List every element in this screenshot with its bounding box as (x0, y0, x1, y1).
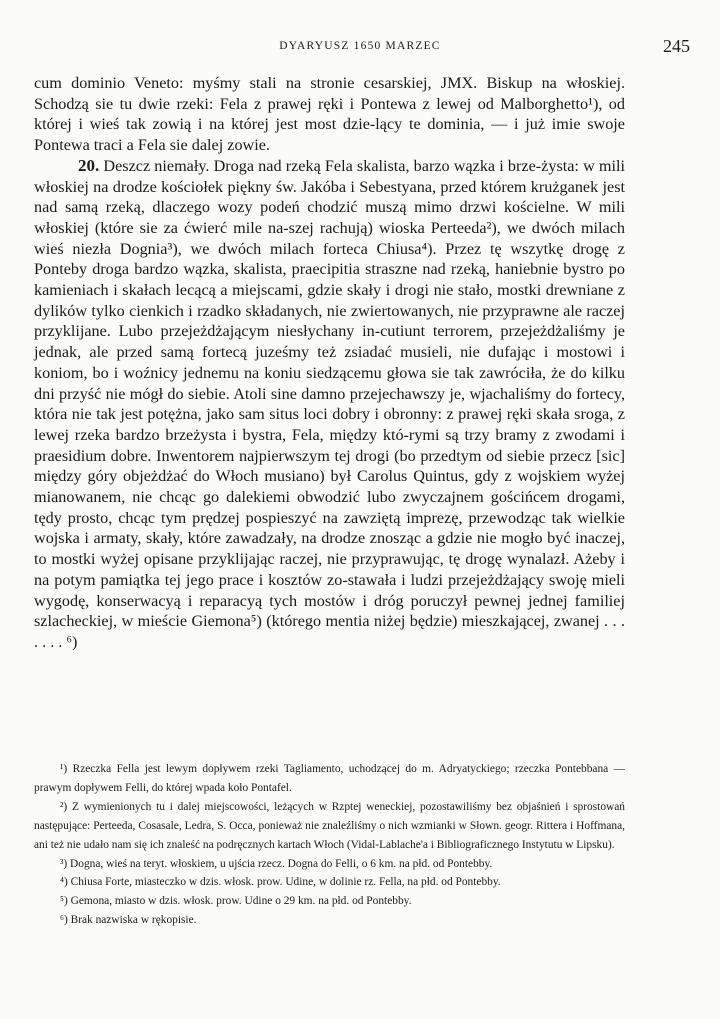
running-title: DYARYUSZ 1650 MARZEC (279, 40, 441, 52)
footnote-6: ⁶) Brak nazwiska w rękopisie. (60, 914, 197, 927)
footnote-2: ²) Z wymienionych tu i dalej miejscowości, leżących w Rzptej weneckiej, pozostawiliśmy bez objaśnień i sprostowań następujące: Perteeda, Cosasale, Ledra, S. Occa, ponieważ nie znaleźliśmy o nich wzmianki w Słown. geogr. Rittera i Hoffmana, ani też nie udało nam się ich znaleść na podręcznych kartach Włoch (Vidal-Lablache'a i Bibliograficznego Instytutu w Lipsku). (34, 800, 625, 851)
paragraph-entry-20 (34, 156, 625, 653)
page-header (30, 36, 690, 62)
page-number: 245 (663, 36, 690, 56)
footnote-1: ¹) Rzeczka Fella jest lewym dopływem rzeki Tagliamento, uchodzącej do m. Adryatyckiego; rzeczka Pontebbana — prawym dopływem Felli, do której wpada koło Pontafel. (34, 763, 625, 794)
entry-text: Deszcz niemały. Droga nad rzeką Fela skalista, barzo wązka i brze-żysta: w mili włoskiej na drodze kościołek piękny św. Jakóba i Sebestyana, przed którem krużganek jest nad samą rzeką, dlaczego wozy podeń chodzić muszą mimo drzwi kościelne. W mili włoskiej (które sie za ćwierć mile na-szej rachują) wioska Perteeda²), we dwóch milach wieś niezła Dognia³), we dwóch milach forteca Chiusa⁴). Przez tę wszytkę drogę z Ponteby droga bardzo wązka, skalista, praecipitia straszne nad rzeką, haniebnie bystro po kamieniach i skałach lecącą a miejscami, gdzie skały i drogi nie stało, mostki drewniane z dylików tylko cienkich i rzadko składanych, nie zwiertowanych, nie przyprawne ale raczej przyklijane. Lubo przejeżdżającym niesłychany in-cutiunt terrorem, przejeżdżaliśmy je jednak, ale przed samą fortecą juześmy też zsiadać musieli, nie dufając i mostowi i koniom, bo i woźnicy jednemu na koniu siedzącemu głowa sie tak zawróciła, że do kilku dni przyść nie mógł do siebie. Atoli sine damno przejechawszy je, wjachaliśmy do fortecy, która nie tak jest potężna, jako sam situs loci dobry i obronny: z prawej ręki skała sroga, z lewej rzeka bardzo brzeżysta i bystra, Fela, między któ-rymi są trzy bramy z zwodami i praesidium dobre. Inwentorem najpierwszym tej drogi (bo przedtym od siebie przecz [sic] między góry objeżdżać do Włoch musiano) był Carolus Quintus, gdy z wojskiem wyżej mianowanem, nie chcąc go dalekiemi obwodzić lubo zwyczajnem gościńcem drogami, tędy prosto, chcąc tym prędzej pospieszyć na zawziętą imprezę, przewodząc tak wielkie wojska i armaty, skały, które zawadzały, na drodze znosząc a gdzie nie mogło być inaczej, to mostki wyżej opisane przyklijając raczej, nie przyprawując, tę drogę wynalazł. Ażeby i na potym pamiątka tej jego prace i kosztów zo-stawała i ludzi przejeżdżający swoję mieli wygodę, konserwacyą i reparacyą tych mostów i dróg poruczył pewnej jednej familiej szlacheckiej, w mieście Giemona⁵) (którego mentia niżej będzie) mieszkającej, zwanej . . . . . . . ⁶) (34, 156, 625, 651)
footnote-4: ⁴) Chiusa Forte, miasteczko w dzis. włosk. prow. Udine, w dolinie rz. Fella, na płd. od Pontebby. (60, 876, 501, 889)
footnotes (34, 760, 625, 930)
entry-number: 20. (78, 155, 100, 175)
main-text (34, 73, 625, 653)
paragraph-continuation: cum dominio Veneto: myśmy stali na stronie cesarskiej, JMX. Biskup na włoskiej. Schodzą sie tu dwie rzeki: Fela z prawej ręki i Pontewa z lewej od Malborghetto¹), od której i wieś tak zowią i na której jest most dzie-lący te dominia, — i już imie swoje Pontewa traci a Fela sie dalej zowie. (34, 74, 625, 155)
footnote-3: ³) Dogna, wieś na teryt. włoskiem, u ujścia rzecz. Dogna do Felli, o 6 km. na płd. od Pontebby. (60, 857, 493, 870)
footnote-5: ⁵) Gemona, miasto w dzis. włosk. prow. Udine o 29 km. na płd. od Pontebby. (60, 895, 412, 908)
